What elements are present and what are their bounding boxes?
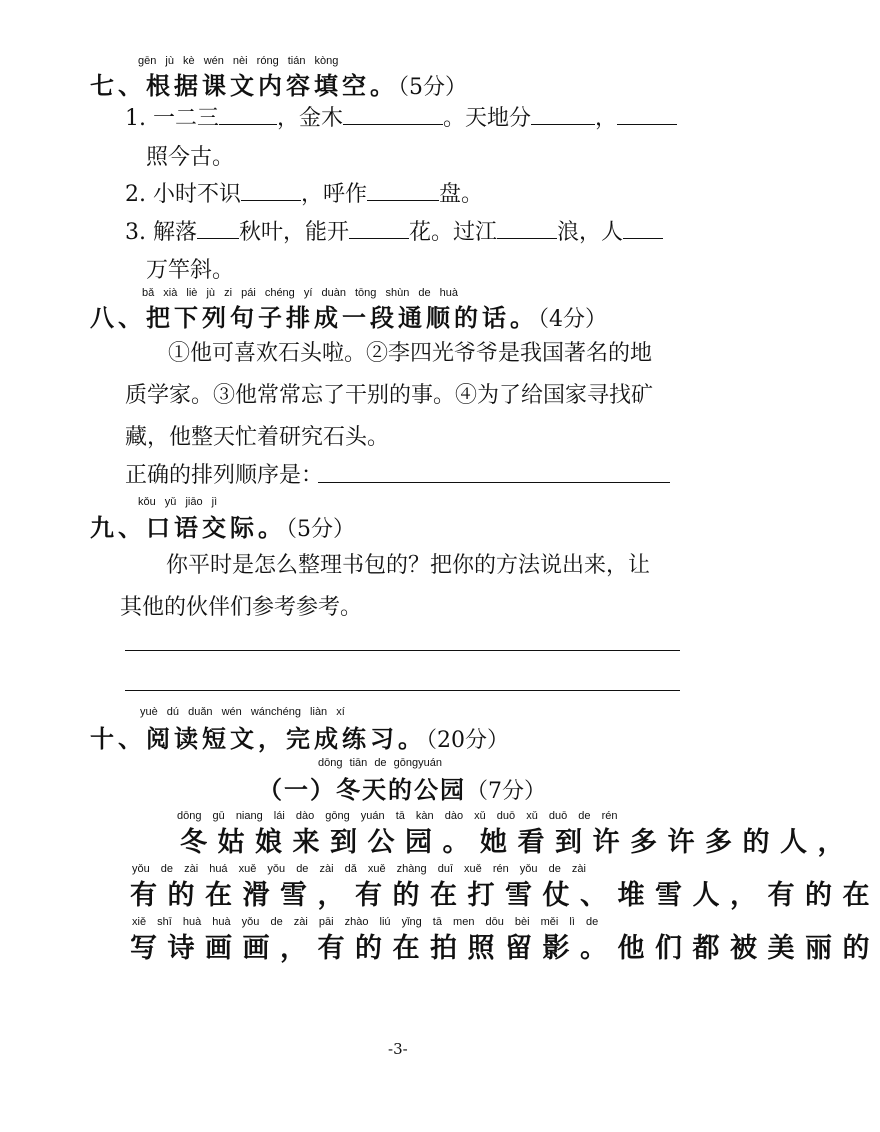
reading-pinyin-3: xiě shī huà huà yǒu de zài pāi zhào liú yǐng tā men dōu bèi měi lì de	[132, 916, 599, 928]
sec10-heading	[90, 719, 509, 754]
sec7-q3-c: 花。过江	[409, 220, 498, 245]
page-number: -3-	[388, 1040, 408, 1058]
sec9-line1: 你平时是怎么整理书包的？把你的方法说出来，让	[166, 553, 651, 578]
sec7-q3-line2: 万竿斜。	[146, 258, 235, 283]
blank-q3-3[interactable]	[497, 216, 557, 239]
sec9-title: 九、口语交际。	[90, 514, 286, 542]
sec7-q1-d: ，	[595, 106, 618, 131]
sec8-answer-label: 正确的排列顺序是：	[125, 463, 324, 488]
sec7-q3-a: 3. 解落	[125, 220, 197, 245]
blank-q2-1[interactable]	[241, 178, 301, 201]
blank-q1-4[interactable]	[617, 102, 677, 125]
sub-title: （一）冬天的公园	[258, 776, 466, 804]
sec8-pinyin: bǎ xià liè jù zi pái chéng yí duàn tōng shùn de huà	[142, 287, 459, 299]
sub-points: （7分）	[466, 779, 546, 804]
blank-q3-1[interactable]	[197, 216, 239, 239]
blank-q2-2[interactable]	[367, 178, 439, 201]
sec7-q2-b: ，呼作	[300, 182, 367, 207]
sec9-heading	[90, 508, 355, 543]
blank-q3-2[interactable]	[349, 216, 409, 239]
sec9-line2: 其他的伙伴们参考参考。	[120, 595, 363, 620]
sec8-heading	[90, 298, 607, 333]
sec7-q1-line2: 照今古。	[146, 145, 235, 170]
sub-heading	[258, 770, 546, 805]
blank-q1-1[interactable]	[219, 102, 277, 125]
sec7-pinyin: gēn jù kè wén nèi róng tián kòng	[138, 55, 339, 67]
sec10-pinyin: yuè dú duǎn wén wánchéng liàn xí	[140, 706, 345, 718]
sec8-line2: 质学家。③他常常忘了干别的事。④为了给国家寻找矿	[125, 383, 654, 408]
sec7-q2-a: 2. 小时不识	[125, 182, 241, 207]
sec7-q1-c: 。天地分	[443, 106, 532, 131]
sec8-line3: 藏，他整天忙着研究石头。	[125, 425, 390, 450]
sec7-q2-c: 盘。	[439, 182, 484, 207]
sec7-q3-line1	[125, 215, 663, 246]
sec8-title: 八、把下列句子排成一段通顺的话。	[90, 304, 538, 332]
reading-line-3: 写诗画画，有的在拍照留影。他们都被美丽的	[130, 933, 880, 964]
sec9-answer-line-1[interactable]	[125, 650, 680, 651]
sec7-q3-b: 秋叶，能开	[238, 220, 349, 245]
reading-pinyin-2: yǒu de zài huá xuě yǒu de zài dǎ xuě zhàng duī xuě rén yǒu de zài	[132, 863, 586, 875]
sec7-points: （5分）	[398, 75, 467, 100]
sec7-q1-line1	[125, 101, 677, 132]
blank-q1-2[interactable]	[343, 102, 443, 125]
sec9-pinyin: kǒu yǔ jiāo jì	[138, 496, 218, 508]
sec7-q1-a: 1. 一二三	[125, 106, 219, 131]
blank-q1-3[interactable]	[531, 102, 595, 125]
sub-pinyin: dōng tiān de gōngyuán	[318, 757, 442, 769]
sec7-q3-d: 浪，人	[557, 220, 624, 245]
sec7-heading	[90, 66, 467, 101]
blank-q3-4[interactable]	[623, 216, 663, 239]
sec10-points: （20分）	[426, 728, 509, 753]
sec10-title: 十、阅读短文，完成练习。	[90, 725, 426, 753]
sec7-title: 七、根据课文内容填空。	[90, 72, 398, 100]
sec8-points: （4分）	[538, 307, 607, 332]
reading-pinyin-1: dōng gū niang lái dào gōng yuán tā kàn dào xǔ duō xǔ duō de rén	[177, 810, 618, 822]
reading-line-1: 冬姑娘来到公园。她看到许多许多的人，	[180, 827, 855, 858]
sec9-points: （5分）	[286, 517, 355, 542]
sec8-answer-line[interactable]	[318, 482, 670, 483]
sec8-line1: ①他可喜欢石头啦。②李四光爷爷是我国著名的地	[168, 341, 653, 366]
sec7-q2	[125, 177, 483, 208]
sec7-q1-b: ，金木	[276, 106, 343, 131]
sec9-answer-line-2[interactable]	[125, 690, 680, 691]
reading-line-2: 有的在滑雪，有的在打雪仗、堆雪人，有的在	[130, 880, 880, 911]
